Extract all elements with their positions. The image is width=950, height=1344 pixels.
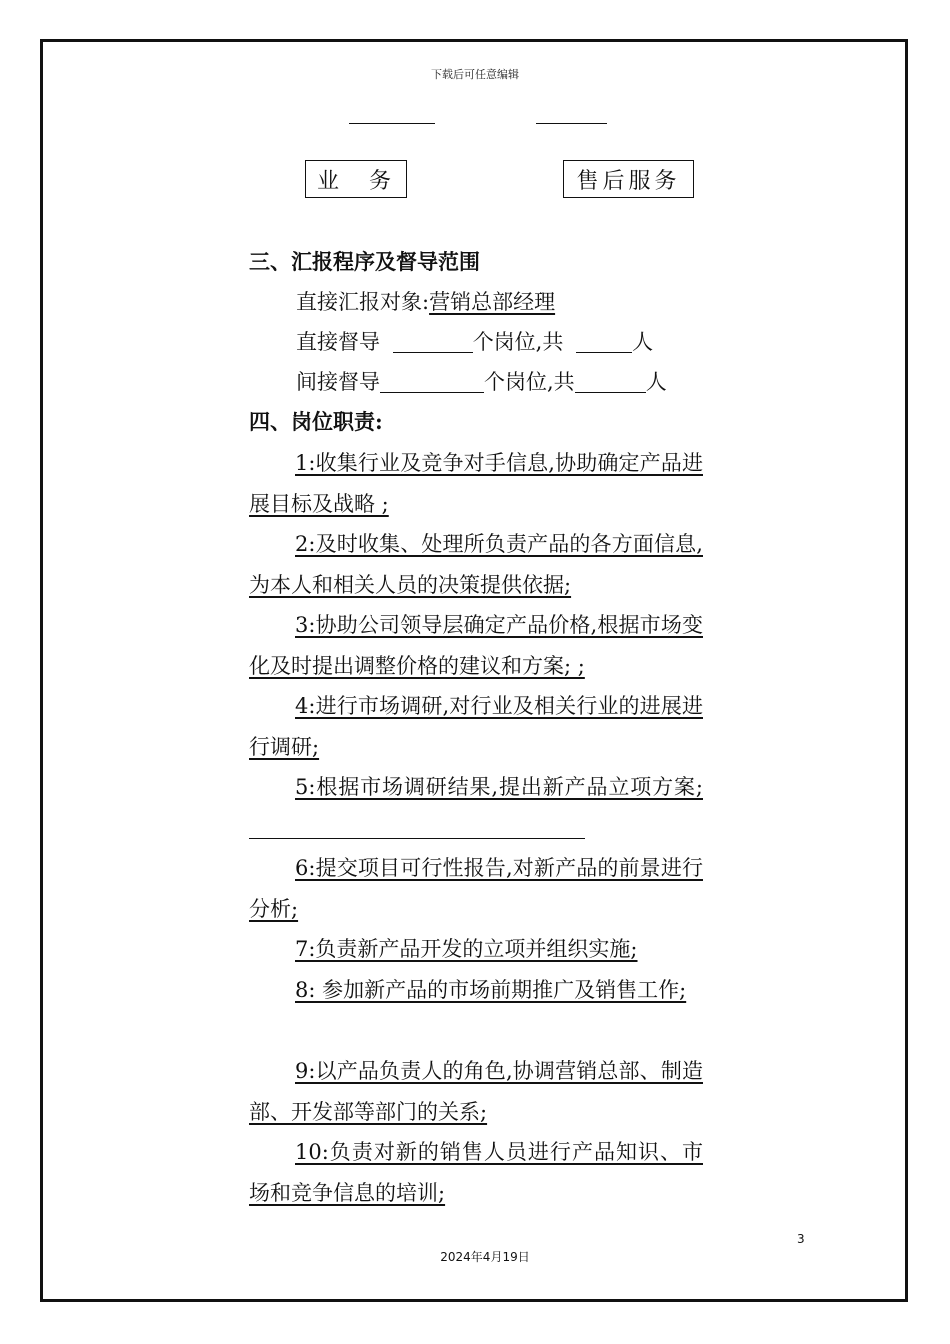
- direct-supervise-label: 直接督导: [296, 330, 380, 354]
- indirect-positions-text: 个岗位,共: [484, 370, 575, 394]
- duty-item: [249, 524, 703, 605]
- duty-item-text: 4:进行市场调研,对行业及相关行业的进展进行调研;: [249, 694, 703, 759]
- indirect-supervise-label: 间接督导: [296, 370, 380, 394]
- box-business: [305, 160, 407, 198]
- duty-item: [249, 1051, 703, 1132]
- duty-item-trailing-blank: [249, 837, 585, 839]
- box-business-label: 业 务: [316, 168, 395, 194]
- duty-item-text: 5:根据市场调研结果,提出新产品立项方案;: [295, 775, 703, 799]
- duty-item: [249, 767, 703, 848]
- top-blank-line-left: [349, 123, 435, 124]
- direct-positions-blank: [393, 351, 473, 353]
- section3-title: 三、汇报程序及督导范围: [249, 249, 480, 274]
- duty-item-text: 3:协助公司领导层确定产品价格,根据市场变化及时提出调整价格的建议和方案; ;: [249, 613, 703, 678]
- indirect-people-text: 人: [645, 370, 667, 394]
- duty-item-text: 6:提交项目可行性报告,对新产品的前景进行分析;: [249, 856, 703, 921]
- duty-item-text: 8: 参加新产品的市场前期推广及销售工作;: [295, 978, 687, 1002]
- report-to-value: 营销总部经理: [429, 290, 556, 314]
- indirect-positions-blank: [380, 391, 484, 393]
- duty-item: [249, 443, 703, 524]
- duty-item-text: 1:收集行业及竞争对手信息,协助确定产品进展目标及战略 ;: [249, 451, 703, 516]
- duty-item-text: 7:负责新产品开发的立项并组织实施;: [295, 937, 638, 961]
- duty-item-text: 2:及时收集、处理所负责产品的各方面信息,为本人和相关人员的决策提供依据;: [249, 532, 703, 597]
- header-note: 下载后可任意编辑: [431, 68, 519, 81]
- direct-people-blank: [576, 351, 632, 353]
- indirect-people-blank: [575, 391, 646, 393]
- footer-date: 2024年4月19日: [440, 1250, 530, 1264]
- duty-item: [249, 970, 703, 1011]
- page-number: 3: [797, 1232, 805, 1246]
- duty-item-text: 10:负责对新的销售人员进行产品知识、市场和竞争信息的培训;: [249, 1140, 703, 1205]
- box-after-sales: [563, 160, 694, 198]
- duty-item: [249, 1132, 703, 1213]
- box-after-sales-label: 售后服务: [576, 168, 681, 194]
- duty-item: [249, 848, 703, 929]
- report-to-label: 直接汇报对象:: [296, 290, 430, 314]
- duty-item: [249, 605, 703, 686]
- duty-item: [249, 929, 703, 970]
- section4-title: 四、岗位职责:: [249, 409, 383, 434]
- direct-people-text: 人: [632, 330, 654, 354]
- indirect-supervise-line: [296, 362, 667, 402]
- direct-positions-text: 个岗位,共: [472, 330, 564, 354]
- report-to-line: [296, 282, 555, 322]
- direct-supervise-line: [296, 322, 653, 362]
- duty-item-text: 9:以产品负责人的角色,协调营销总部、制造部、开发部等部门的关系;: [249, 1059, 703, 1124]
- duty-item: [249, 686, 703, 767]
- top-blank-line-right: [536, 123, 607, 124]
